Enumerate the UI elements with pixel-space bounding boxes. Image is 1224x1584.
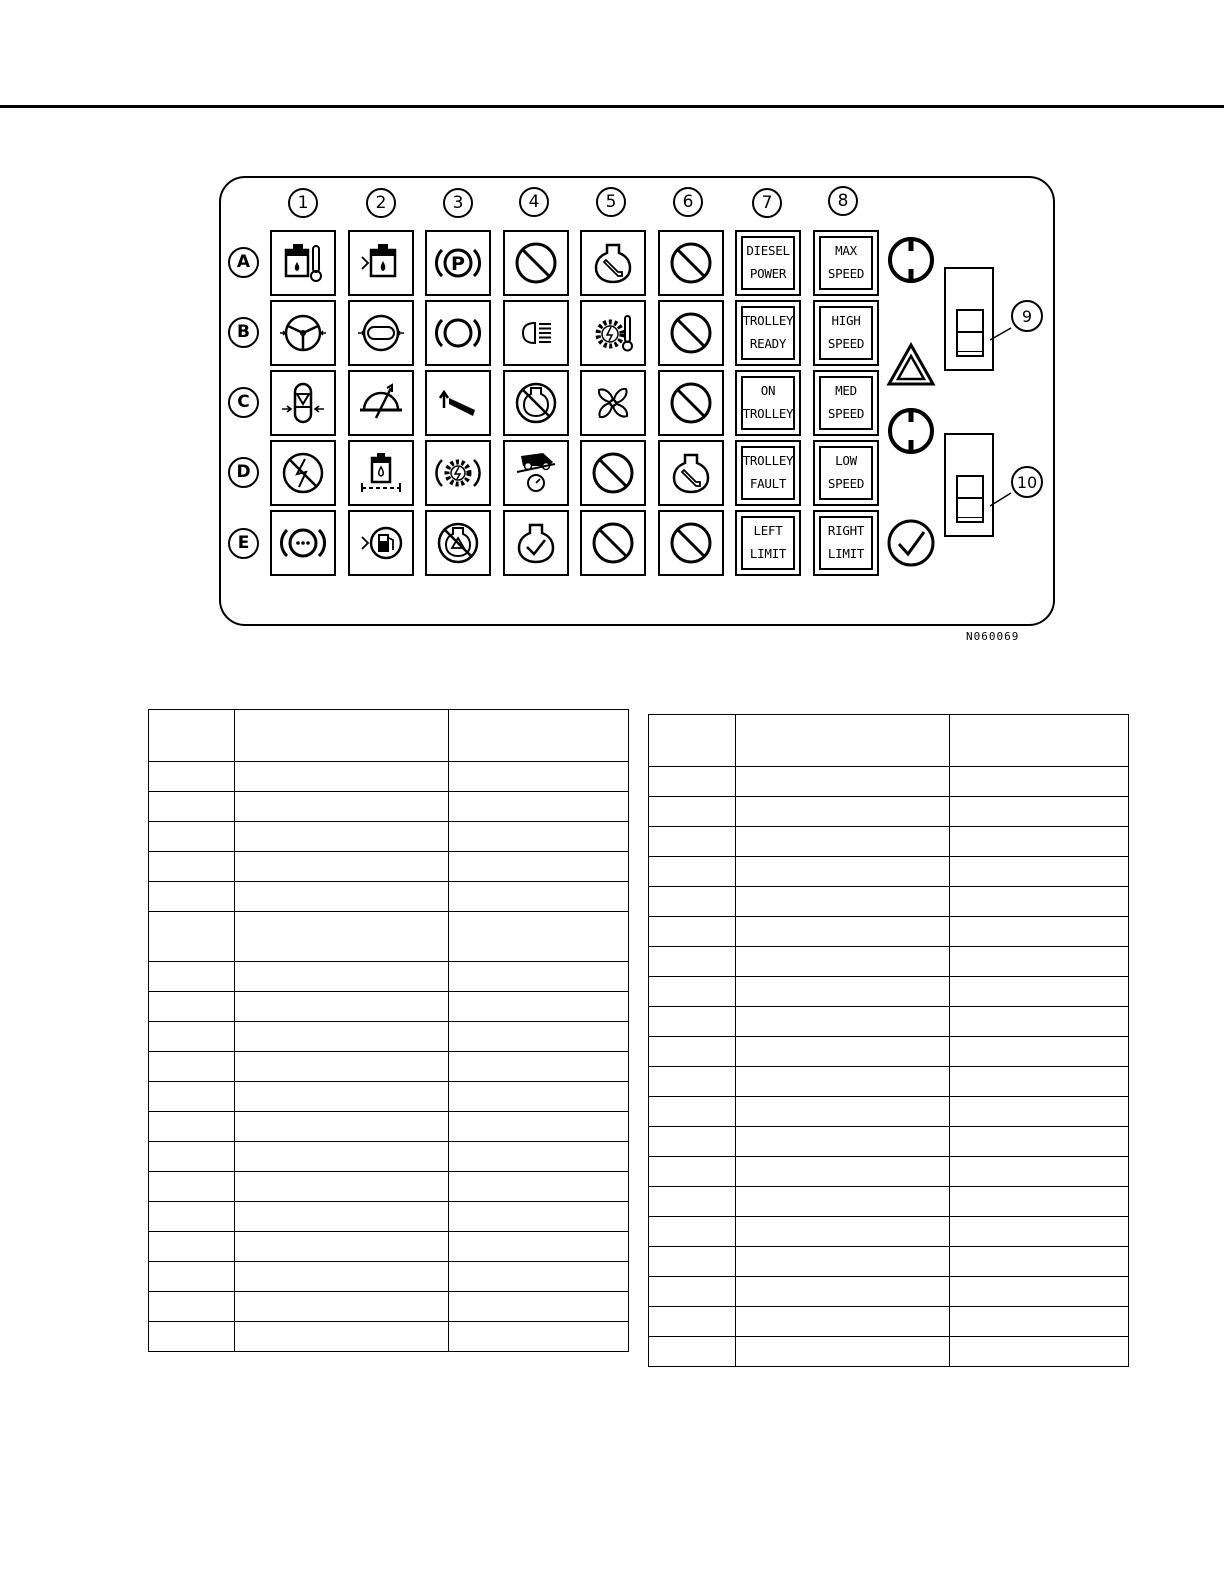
engine-ok-indicator	[503, 510, 569, 576]
table-cell	[649, 1277, 736, 1307]
table-cell	[149, 912, 235, 962]
table-row	[649, 1007, 1129, 1037]
table-row	[649, 1037, 1129, 1067]
engine-no-start-icon	[435, 520, 481, 566]
table-cell	[736, 947, 950, 977]
filter-icon	[280, 380, 326, 426]
table-cell	[235, 912, 449, 962]
table-cell	[149, 1022, 235, 1052]
table-cell	[649, 887, 736, 917]
table-row	[149, 792, 629, 822]
table-cell	[149, 962, 235, 992]
dump-body-icon	[435, 380, 481, 426]
low-speed-indicator	[813, 440, 879, 506]
trolley-fault-line1: TROLLEY	[742, 453, 794, 469]
table-row	[149, 882, 629, 912]
table-cell	[449, 1142, 629, 1172]
table-cell	[449, 1202, 629, 1232]
table-row	[149, 992, 629, 1022]
table-cell	[950, 1247, 1129, 1277]
table-cell	[649, 1097, 736, 1127]
table-cell	[149, 762, 235, 792]
engine-wrench-icon	[668, 450, 714, 496]
table-cell	[950, 1007, 1129, 1037]
diesel-power-line1: DIESEL	[746, 243, 790, 259]
table-cell	[235, 1082, 449, 1112]
table-cell	[149, 822, 235, 852]
blank-indicator-d5	[580, 440, 646, 506]
column-number-4: 4	[519, 187, 549, 217]
table-cell	[950, 715, 1129, 767]
table-row	[649, 1067, 1129, 1097]
blank-indicator-a4	[503, 230, 569, 296]
right-table	[648, 714, 1129, 1367]
table-row	[649, 1157, 1129, 1187]
high-speed-indicator	[813, 300, 879, 366]
table-cell	[736, 1067, 950, 1097]
table-cell	[149, 710, 235, 762]
alternator-temperature-icon	[590, 310, 636, 356]
engine-wrench-icon	[590, 240, 636, 286]
prohibited-icon	[668, 380, 714, 426]
row-letter-e: E	[228, 528, 259, 559]
table-cell	[449, 992, 629, 1022]
table-cell	[235, 710, 449, 762]
table-cell	[649, 1217, 736, 1247]
table-cell	[736, 797, 950, 827]
table-row	[149, 1172, 629, 1202]
table-row	[649, 947, 1129, 977]
column-number-1: 1	[288, 188, 318, 218]
table-cell	[649, 1187, 736, 1217]
fuel-icon	[358, 520, 404, 566]
oil-level-temp-indicator	[270, 230, 336, 296]
table-row	[149, 962, 629, 992]
table-cell	[649, 797, 736, 827]
table-cell	[736, 1337, 950, 1367]
table-row	[149, 1022, 629, 1052]
table-row	[149, 822, 629, 852]
table-row	[649, 1127, 1129, 1157]
header-rule	[0, 105, 1224, 108]
table-row	[649, 1217, 1129, 1247]
table-cell	[449, 1322, 629, 1352]
row-letter-c: C	[228, 387, 259, 418]
left-limit-indicator	[735, 510, 801, 576]
table-cell	[149, 1202, 235, 1232]
right-limit-line1: RIGHT	[827, 523, 865, 539]
headlight-icon	[513, 310, 559, 356]
power-plug-icon	[886, 235, 936, 285]
alternator-field-indicator	[425, 440, 491, 506]
med-speed-line2: SPEED	[827, 406, 865, 422]
alternator-temp-indicator	[580, 300, 646, 366]
service-brake-indicator	[425, 300, 491, 366]
table-cell	[149, 1052, 235, 1082]
table-cell	[736, 977, 950, 1007]
table-row	[149, 1292, 629, 1322]
table-row	[149, 1232, 629, 1262]
low-speed-line2: SPEED	[827, 476, 865, 492]
table-cell	[449, 1052, 629, 1082]
diesel-power-indicator	[735, 230, 801, 296]
brake-temp-indicator	[348, 370, 414, 436]
table-cell	[950, 887, 1129, 917]
table-row	[649, 857, 1129, 887]
table-cell	[149, 1262, 235, 1292]
row-letter-d: D	[228, 457, 259, 488]
max-speed-line1: MAX	[835, 243, 857, 259]
table-cell	[950, 1337, 1129, 1367]
table-cell	[950, 1037, 1129, 1067]
table-cell	[649, 715, 736, 767]
gauge-icon	[358, 380, 404, 426]
table-cell	[736, 1277, 950, 1307]
table-cell	[950, 1157, 1129, 1187]
table-cell	[149, 852, 235, 882]
svg-text:P: P	[451, 253, 465, 275]
table-cell	[736, 827, 950, 857]
prohibited-icon	[668, 240, 714, 286]
med-speed-indicator	[813, 370, 879, 436]
fan-icon	[590, 380, 636, 426]
right-limit-line2: LIMIT	[827, 546, 865, 562]
trolley-ready-line2: READY	[749, 336, 787, 352]
low-oil-level-indicator	[348, 230, 414, 296]
left-table	[148, 709, 629, 1352]
table-row	[149, 912, 629, 962]
column-number-8: 8	[828, 186, 858, 216]
table-cell	[235, 1232, 449, 1262]
engine-check-icon	[513, 520, 559, 566]
on-trolley-line1: ON	[760, 383, 776, 399]
figure-code: N060069	[966, 630, 1020, 643]
table-cell	[950, 1277, 1129, 1307]
table-cell	[736, 1247, 950, 1277]
table-cell	[235, 992, 449, 1022]
prohibited-icon	[590, 520, 636, 566]
table-cell	[235, 762, 449, 792]
table-cell	[950, 917, 1129, 947]
table-cell	[235, 882, 449, 912]
table-cell	[449, 822, 629, 852]
oil-temperature-icon	[280, 240, 326, 286]
table-cell	[736, 1187, 950, 1217]
table-cell	[649, 1337, 736, 1367]
table-cell	[950, 767, 1129, 797]
table-row	[649, 1337, 1129, 1367]
med-speed-line1: MED	[835, 383, 857, 399]
table-cell	[736, 767, 950, 797]
column-number-6: 6	[673, 187, 703, 217]
brake-lock-indicator	[270, 510, 336, 576]
table-row	[649, 797, 1129, 827]
table-row	[149, 1142, 629, 1172]
filter-restriction-indicator	[270, 370, 336, 436]
table-row	[649, 917, 1129, 947]
engine-stop-icon	[513, 380, 559, 426]
table-row	[149, 1112, 629, 1142]
table-row	[649, 1307, 1129, 1337]
table-cell	[449, 1022, 629, 1052]
trolley-fault-indicator	[735, 440, 801, 506]
table-cell	[235, 822, 449, 852]
blank-indicator-a6	[658, 230, 724, 296]
prohibited-icon	[668, 520, 714, 566]
brake-icon	[435, 310, 481, 356]
table-cell	[950, 1097, 1129, 1127]
parking-brake-icon	[435, 240, 481, 286]
column-number-7: 7	[752, 188, 782, 218]
table-row	[649, 887, 1129, 917]
table-cell	[449, 852, 629, 882]
headlight-indicator	[503, 300, 569, 366]
no-propel-indicator	[270, 440, 336, 506]
table-cell	[649, 1127, 736, 1157]
table-cell	[449, 962, 629, 992]
brake-lock-icon	[280, 520, 326, 566]
table-cell	[736, 1307, 950, 1337]
truck-speed-icon	[513, 450, 559, 496]
column-number-3: 3	[443, 188, 473, 218]
table-cell	[149, 1082, 235, 1112]
table-cell	[149, 1232, 235, 1262]
max-speed-indicator	[813, 230, 879, 296]
engine-service-indicator	[580, 230, 646, 296]
table-row	[649, 767, 1129, 797]
engine-fault-indicator	[425, 510, 491, 576]
table-cell	[149, 1142, 235, 1172]
table-cell	[149, 1172, 235, 1202]
trolley-ready-line1: TROLLEY	[742, 313, 794, 329]
table-cell	[649, 827, 736, 857]
table-cell	[950, 857, 1129, 887]
table-cell	[449, 1232, 629, 1262]
table-cell	[736, 1217, 950, 1247]
table-row	[649, 1247, 1129, 1277]
table-row	[149, 1082, 629, 1112]
low-speed-line1: LOW	[835, 453, 857, 469]
on-trolley-line2: TROLLEY	[742, 406, 794, 422]
table-cell	[449, 792, 629, 822]
table-cell	[449, 1262, 629, 1292]
row-letter-b: B	[228, 317, 259, 348]
right-limit-indicator	[813, 510, 879, 576]
retard-speed-indicator	[503, 440, 569, 506]
table-cell	[235, 1322, 449, 1352]
table-row	[149, 1262, 629, 1292]
on-trolley-indicator	[735, 370, 801, 436]
table-cell	[149, 992, 235, 1022]
table-cell	[235, 1172, 449, 1202]
table-cell	[736, 887, 950, 917]
alternator-icon	[435, 450, 481, 496]
table-cell	[149, 882, 235, 912]
max-speed-line2: SPEED	[827, 266, 865, 282]
trolley-fault-line2: FAULT	[749, 476, 787, 492]
column-number-5: 5	[596, 187, 626, 217]
table-cell	[449, 1172, 629, 1202]
table-row	[149, 1322, 629, 1352]
blank-indicator-b6	[658, 300, 724, 366]
table-cell	[649, 1157, 736, 1187]
table-row	[649, 977, 1129, 1007]
oil-filter-icon	[358, 450, 404, 496]
table-cell	[649, 947, 736, 977]
accumulator-icon	[358, 310, 404, 356]
parking-brake-indicator	[425, 230, 491, 296]
table-row	[649, 1097, 1129, 1127]
table-cell	[149, 1292, 235, 1322]
table-cell	[235, 1112, 449, 1142]
table-cell	[736, 1097, 950, 1127]
table-cell	[449, 882, 629, 912]
table-cell	[649, 917, 736, 947]
steering-pressure-indicator	[270, 300, 336, 366]
table-cell	[736, 715, 950, 767]
table-cell	[149, 1112, 235, 1142]
table-cell	[736, 1007, 950, 1037]
table-row	[149, 762, 629, 792]
blank-indicator-e5	[580, 510, 646, 576]
check-icon	[886, 518, 936, 568]
callout-10: 10	[1011, 466, 1043, 498]
table-cell	[235, 852, 449, 882]
engine-shutdown-indicator	[503, 370, 569, 436]
table-cell	[449, 1292, 629, 1322]
accumulator-pressure-indicator	[348, 300, 414, 366]
table-cell	[950, 977, 1129, 1007]
fan-indicator	[580, 370, 646, 436]
prohibited-icon	[668, 310, 714, 356]
prohibited-icon	[590, 450, 636, 496]
table-cell	[950, 1127, 1129, 1157]
table-cell	[736, 1127, 950, 1157]
blank-indicator-c6	[658, 370, 724, 436]
table-cell	[649, 977, 736, 1007]
table-cell	[449, 710, 629, 762]
table-cell	[950, 947, 1129, 977]
table-cell	[449, 912, 629, 962]
table-cell	[736, 1037, 950, 1067]
table-cell	[649, 857, 736, 887]
body-up-indicator	[425, 370, 491, 436]
callout-9: 9	[1011, 300, 1043, 332]
blank-indicator-e6	[658, 510, 724, 576]
steering-wheel-icon	[280, 310, 326, 356]
table-cell	[235, 792, 449, 822]
left-limit-line2: LIMIT	[749, 546, 787, 562]
table-cell	[736, 917, 950, 947]
diesel-power-line2: POWER	[749, 266, 787, 282]
table-row	[149, 1052, 629, 1082]
table-cell	[950, 1187, 1129, 1217]
table-cell	[449, 1112, 629, 1142]
hazard-icon	[886, 342, 936, 388]
no-power-icon	[280, 450, 326, 496]
table-cell	[449, 1082, 629, 1112]
table-cell	[649, 1037, 736, 1067]
column-number-2: 2	[366, 188, 396, 218]
prohibited-icon	[513, 240, 559, 286]
table-cell	[649, 1067, 736, 1097]
table-cell	[449, 762, 629, 792]
table-cell	[235, 1052, 449, 1082]
power-plug-icon	[886, 406, 936, 456]
table-cell	[235, 962, 449, 992]
table-cell	[149, 792, 235, 822]
table-cell	[736, 857, 950, 887]
table-cell	[235, 1292, 449, 1322]
table-cell	[235, 1022, 449, 1052]
table-cell	[649, 767, 736, 797]
table-cell	[649, 1307, 736, 1337]
table-cell	[950, 797, 1129, 827]
engine-warning-indicator	[658, 440, 724, 506]
oil-filter-indicator	[348, 440, 414, 506]
row-letter-a: A	[228, 247, 259, 278]
high-speed-line2: SPEED	[827, 336, 865, 352]
left-limit-line1: LEFT	[753, 523, 783, 539]
table-row	[149, 852, 629, 882]
table-cell	[149, 1322, 235, 1352]
low-fuel-indicator	[348, 510, 414, 576]
table-row	[649, 1277, 1129, 1307]
table-cell	[235, 1202, 449, 1232]
table-cell	[950, 1217, 1129, 1247]
table-cell	[649, 1247, 736, 1277]
trolley-ready-indicator	[735, 300, 801, 366]
table-row	[649, 1187, 1129, 1217]
table-cell	[235, 1142, 449, 1172]
table-cell	[235, 1262, 449, 1292]
table-cell	[950, 1067, 1129, 1097]
table-cell	[649, 1007, 736, 1037]
table-header-row	[649, 715, 1129, 767]
table-cell	[950, 1307, 1129, 1337]
table-row	[649, 827, 1129, 857]
table-cell	[736, 1157, 950, 1187]
high-speed-line1: HIGH	[831, 313, 861, 329]
table-row	[149, 1202, 629, 1232]
table-header-row	[149, 710, 629, 762]
table-cell	[950, 827, 1129, 857]
oil-level-icon	[358, 240, 404, 286]
